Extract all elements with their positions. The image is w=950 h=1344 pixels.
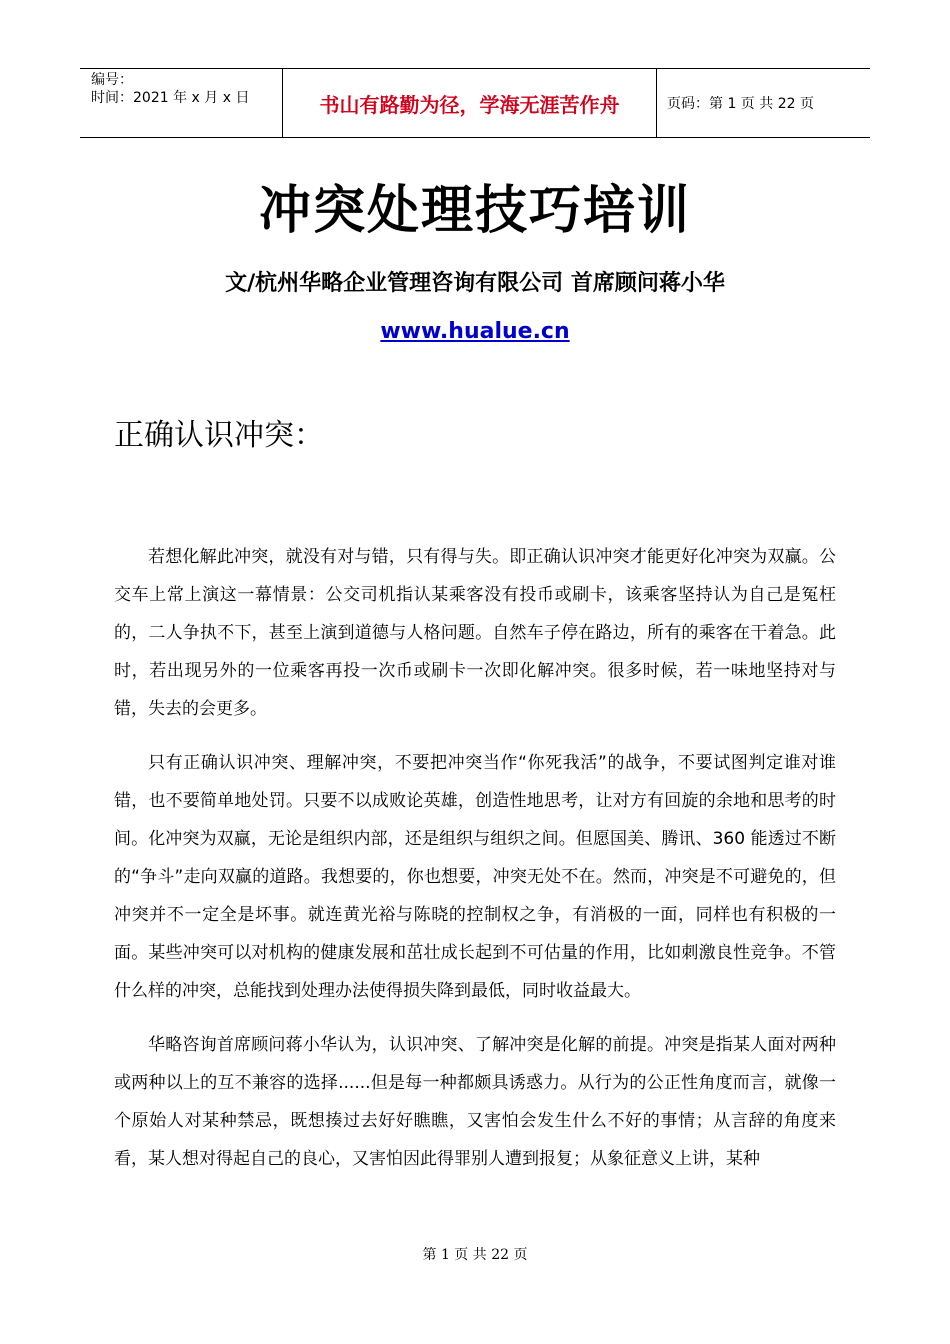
number-label: 编号： <box>91 72 133 88</box>
header-page-info: 页码：第 1 页 共 22 页 <box>667 96 814 112</box>
header-table <box>80 68 870 138</box>
document-title: 冲突处理技巧培训 <box>258 181 691 241</box>
time-label: 时间：2021 年 x 月 x 日 <box>91 90 250 106</box>
header-motto: 书山有路勤为径，学海无涯苦作舟 <box>282 69 657 137</box>
website-url-line <box>0 316 950 348</box>
paragraph-3: 华略咨询首席顾问蒋小华认为，认识冲突、了解冲突是化解的前提。冲突是指某人面对两种或两种以上的互不兼容的选择......但是每一种都颇具诱惑力。从行为的公正性角度而言，就像一个原始人对某种禁忌，既想揍过去好好瞧瞧，又害怕会发生什么不好的事情；从言辞的角度来看，某人想对得起自己的良心，又害怕因此得罪别人遭到报复；从象征意义上讲，某种 <box>114 1035 836 1169</box>
website-link[interactable]: www.hualue.cn <box>380 319 570 344</box>
body-text <box>114 538 836 1194</box>
page-footer: 第 1 页 共 22 页 <box>422 1247 528 1263</box>
section-heading: 正确认识冲突： <box>114 418 324 453</box>
paragraph-2: 只有正确认识冲突、理解冲突，不要把冲突当作“你死我活”的战争，不要试图判定谁对谁错，也不要简单地处罚。只要不以成败论英雄，创造性地思考，让对方有回旋的余地和思考的时间。化冲突为双赢，无论是组织内部，还是组织与组织之间。但愿国美、腾讯、360 能透过不断的“争斗”走向双赢的道路。我想要的，你也想要，冲突无处不在。然而，冲突是不可避免的，但冲突并不一定全是坏事。就连黄光裕与陈晓的控制权之争，有消极的一面，同样也有积极的一面。某些冲突可以对机构的健康发展和茁壮成长起到不可估量的作用，比如刺激良性竞争。不管什么样的冲突，总能找到处理办法使得损失降到最低，同时收益最大。 <box>114 753 836 1001</box>
paragraph-1: 若想化解此冲突，就没有对与错，只有得与失。即正确认识冲突才能更好化冲突为双赢。公交车上常上演这一幕情景：公交司机指认某乘客没有投币或刷卡，该乘客坚持认为自己是冤枉的，二人争执不下，甚至上演到道德与人格问题。自然车子停在路边，所有的乘客在干着急。此时，若出现另外的一位乘客再投一次币或刷卡一次即化解冲突。很多时候，若一味地坚持对与错，失去的会更多。 <box>114 547 836 719</box>
header-meta <box>80 69 282 137</box>
document-subtitle: 文/杭州华略企业管理咨询有限公司 首席顾问蒋小华 <box>225 271 725 296</box>
